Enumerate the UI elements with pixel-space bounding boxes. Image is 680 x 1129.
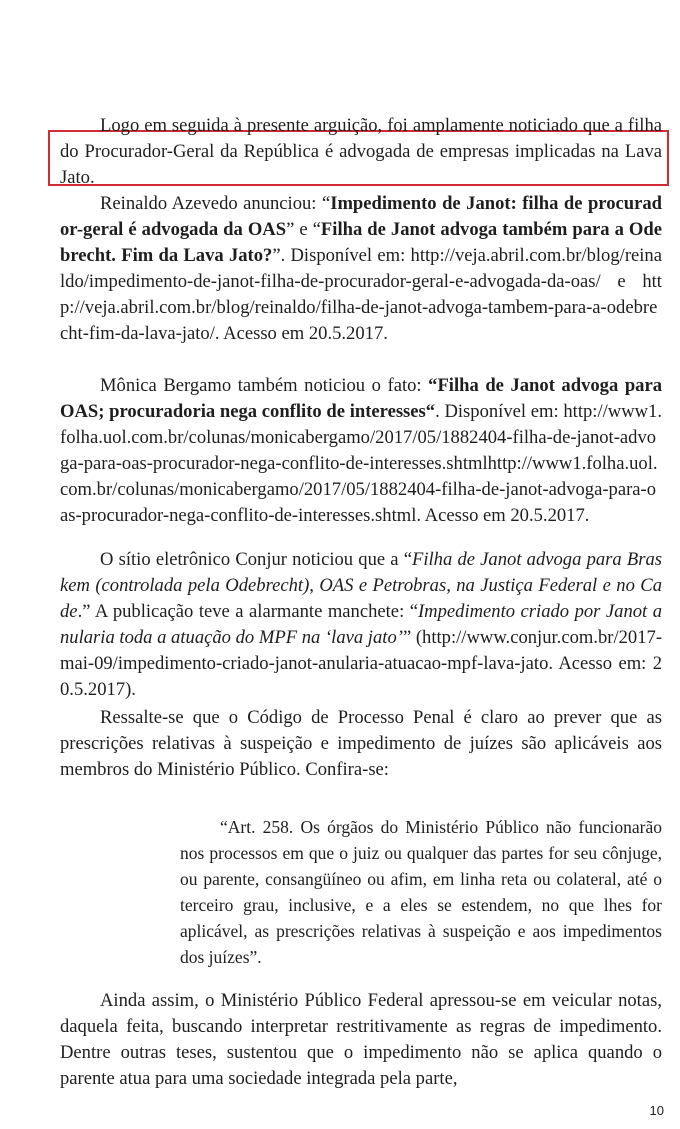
p2-text-a: Reinaldo Azevedo anunciou: “ [100,193,331,214]
paragraph-3 [60,373,662,529]
paragraph-4 [60,547,662,703]
paragraph-5: Ressalte-se que o Código de Processo Penal é claro ao prever que as prescrições relativas à suspeição e impedimento de juízes são aplicáveis aos membros do Ministério Público. Confira-se: [60,707,662,780]
p2-url-1[interactable]: http://veja.abril.com.br/blog/reinaldo/impedimento-de-janot-filha-de-procurador-geral-e-advogada-da-oas/ [60,245,662,292]
p2-headline-1: Impedimento de Janot: filha de procurador-geral é advogada da OAS [60,193,662,240]
p4-url[interactable]: http://www.conjur.com.br/2017-mai-09/impedimento-criado-janot-anularia-atuacao-mpf-lava-jato [60,627,663,674]
p3-url[interactable]: http://www1.folha.uol.com.br/colunas/monicabergamo/2017/05/1882404-filha-de-janot-advoga-para-oas-procurador-nega-conflito-de-interesses.shtmlhttp://www1.folha.uol.com.br/colunas/monicabergamo/2017/05/1882404-filha-de-janot-advoga-para-oas-procurador-nega-conflito-de-interesses.shtml [60,401,663,526]
p2-text-e: ”. Disponível em: [272,245,411,266]
p4-access-date: . Acesso em: 20.5.2017). [60,653,662,700]
p3-text-c: . Disponível em: [435,401,564,422]
p2-and: e [617,271,626,292]
p2-url-2[interactable]: http://veja.abril.com.br/blog/reinaldo/filha-de-janot-advoga-tambem-para-a-odebrecht-fim-da-lava-jato/ [60,271,662,344]
p3-headline: “Filha de Janot advoga para OAS; procuradoria nega conflito de interesses“ [60,375,663,422]
paragraph-6: Ainda assim, o Ministério Público Federal apressou-se em veicular notas, daquela feita, buscando interpretar restritivamente as regras de impedimento. Dentre outras teses, sustentou que o impedimento não se aplica quando o parente atua para uma sociedade integrada pela parte, [60,990,662,1089]
p4-text-e: ” ( [402,627,423,648]
p2-headline-2: Filha de Janot advoga também para a Odebrecht. Fim da Lava Jato? [60,219,662,266]
p4-italic-quote-1: Filha de Janot advoga para Braskem (controlada pela Odebrecht), OAS e Petrobras, na Justiça Federal e no Cade [60,549,663,622]
p4-italic-quote-2: Impedimento criado por Janot anularia toda a atuação do MPF na ‘lava jato’ [60,601,663,648]
block-quote: “Art. 258. Os órgãos do Ministério Público não funcionarão nos processos em que o juiz ou qualquer das partes for seu cônjuge, ou parente, consangüíneo ou afim, em linha reta ou colateral, até o terceiro grau, inclusive, e a eles se estendem, no que lhes for aplicável, as prescrições relativas à suspeição e aos impedimentos dos juízes”. [180,817,662,967]
p3-access-date: . Acesso em 20.5.2017. [416,505,590,526]
page-number: 10 [649,1103,664,1118]
p3-text-a: Mônica Bergamo também noticiou o fato: [100,375,429,396]
p4-text-c: .” A publicação teve a alarmante manchete: “ [77,601,418,622]
paragraph-1: Logo em seguida à presente arguição, foi amplamente noticiado que a filha do Procurador-Geral da República é advogada de empresas implicadas na Lava Jato. [60,115,662,188]
p2-text-c: ” e “ [286,219,321,240]
paragraph-2 [60,191,662,347]
p2-access-date: . Acesso em 20.5.2017. [214,323,388,344]
p4-text-a: O sítio eletrônico Conjur noticiou que a “ [100,549,412,570]
